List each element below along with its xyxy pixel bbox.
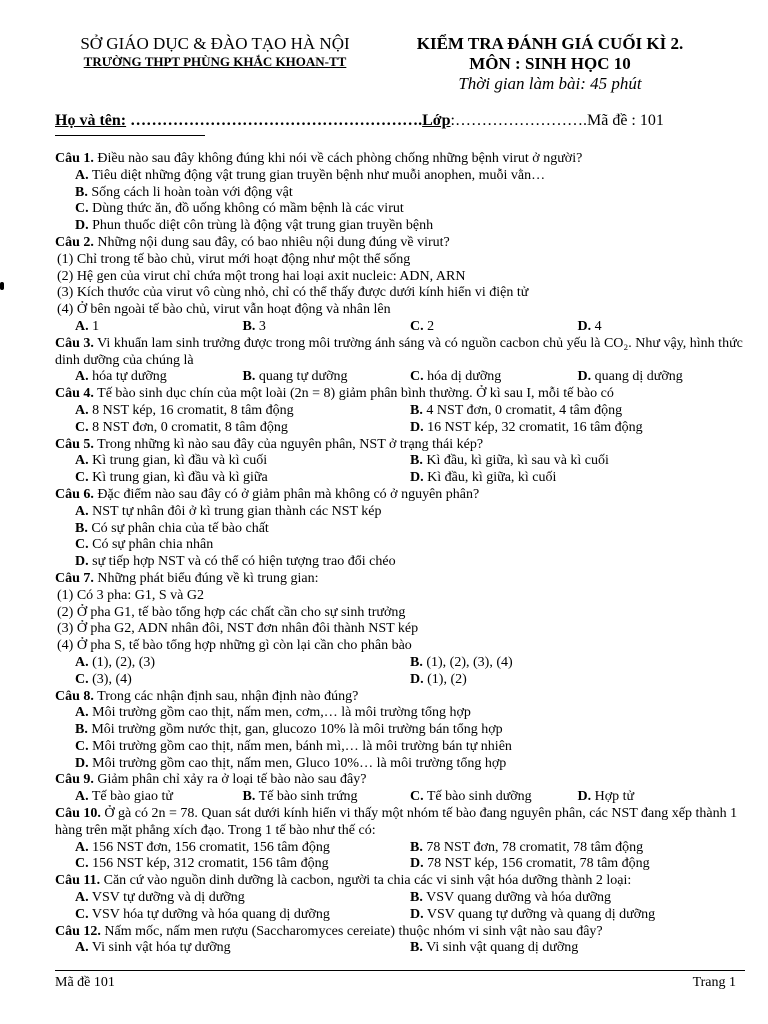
footer-exam-code: Mã đề 101: [55, 975, 115, 990]
option-text: 2: [423, 318, 435, 334]
statement-item: (1) Có 3 pha: G1, S và G2: [57, 587, 204, 603]
option-text: (3), (4): [88, 671, 132, 687]
statement-item: (2) Ở pha G1, tế bào tổng hợp các chất cần cho sự sinh trưởng: [57, 604, 406, 620]
answer-option: [410, 856, 745, 873]
answer-option: [75, 907, 410, 924]
answer-option: [75, 453, 410, 470]
option-text: quang dị dưỡng: [591, 369, 683, 385]
option-letter: D.: [75, 755, 89, 771]
option-text: 78 NST đơn, 78 cromatit, 78 tâm động: [422, 839, 644, 855]
question-stem: [55, 386, 745, 403]
question-text: Trong các nhận định sau, nhận định nào đúng?: [93, 688, 359, 704]
option-text: VSV hóa tự dưỡng và hóa quang dị dưỡng: [88, 906, 330, 922]
exam-code: Mã đề : 101: [587, 112, 664, 129]
option-letter: D.: [75, 554, 89, 570]
class-label: Lớp: [422, 112, 451, 129]
option-text: VSV quang tự dưỡng và quang dị dưỡng: [423, 906, 656, 922]
option-text: Môi trường gồm nước thịt, gan, glucozo 10% là môi trường bán tổng hợp: [87, 722, 503, 738]
answer-option: [75, 470, 410, 487]
options-row: [55, 655, 745, 672]
question-number: Câu 12.: [55, 923, 101, 939]
footer-divider: [55, 970, 745, 971]
option-letter: C.: [75, 470, 89, 486]
statement-item: (4) Ở bên ngoài tế bào chủ, virut vẫn hoạt động và nhân lên: [57, 302, 391, 318]
margin-mark: [0, 282, 4, 290]
answer-option: [410, 789, 578, 806]
question-text: Tế bào sinh dục chín của một loài (2n = 8) giảm phân bình thường. Ở kì sau I, mỗi tế bào có: [93, 386, 614, 402]
option-text: Hợp tử: [591, 789, 635, 805]
options-row: [55, 403, 745, 420]
answer-option: [55, 504, 745, 521]
option-letter: D.: [577, 789, 592, 805]
answer-option: [75, 319, 243, 336]
options-row: [55, 940, 745, 957]
question-text: Những nội dung sau đây, có bao nhiêu nội dung đúng về virut?: [93, 234, 450, 250]
option-letter: B.: [410, 839, 423, 855]
answer-option: [410, 907, 745, 924]
option-text: 8 NST kép, 16 cromatit, 8 tâm động: [88, 402, 294, 418]
question-number: Câu 4.: [55, 386, 94, 402]
option-letter: C.: [75, 537, 89, 553]
question-stem: [55, 151, 745, 168]
question-text: Giảm phân chỉ xảy ra ở loại tế bào nào sau đây?: [93, 772, 367, 788]
question-stem: [55, 689, 745, 706]
question-stem: [55, 235, 745, 252]
answer-option: [55, 537, 745, 554]
question-stem: [55, 487, 745, 504]
options-row: [55, 907, 745, 924]
option-letter: C.: [75, 738, 89, 754]
answer-option: [75, 890, 410, 907]
option-text: 78 NST kép, 156 cromatit, 78 tâm động: [423, 856, 650, 872]
option-letter: D.: [577, 318, 592, 334]
option-text: Kì trung gian, kì đầu và kì giữa: [88, 470, 268, 486]
header-divider: [55, 135, 205, 136]
question-stem: [55, 437, 745, 454]
answer-option: [55, 168, 745, 185]
answer-option: [410, 453, 745, 470]
question-stem: [55, 924, 745, 941]
answer-option: [75, 856, 410, 873]
options-row: [55, 840, 745, 857]
statement-item: (3) Kích thước của virut vô cùng nhỏ, chỉ có thể thấy được dưới kính hiển vi điện tử: [57, 285, 529, 301]
question-stem: [55, 571, 745, 588]
option-letter: D.: [75, 218, 89, 234]
options-row: [55, 470, 745, 487]
answer-option: [55, 705, 745, 722]
option-text: Kì trung gian, kì đầu và kì cuối: [88, 453, 268, 469]
option-text: Môi trường gồm cao thịt, nấm men, cơm,… là môi trường tổng hợp: [88, 705, 471, 721]
option-letter: C.: [75, 856, 89, 872]
answer-option: [55, 185, 745, 202]
student-info-line: [55, 112, 730, 130]
option-letter: B.: [410, 453, 423, 469]
answer-option: [75, 840, 410, 857]
option-text: Phun thuốc diệt côn trùng là động vật trung gian truyền bệnh: [88, 218, 434, 234]
option-letter: C.: [75, 671, 89, 687]
option-text: 156 NST đơn, 156 cromatit, 156 tâm động: [88, 839, 330, 855]
option-text: Kì đầu, kì giữa, kì cuối: [423, 470, 557, 486]
statement-item: (4) Ở pha S, tế bào tổng hợp những gì còn lại cần cho phân bào: [57, 638, 412, 654]
option-letter: D.: [410, 419, 424, 435]
option-letter: D.: [410, 856, 424, 872]
option-letter: C.: [410, 318, 424, 334]
answer-option: [55, 554, 745, 571]
answer-option: [410, 840, 745, 857]
answer-option: [55, 756, 745, 773]
option-text: (1), (2): [423, 671, 467, 687]
options-row: [55, 453, 745, 470]
option-letter: A.: [75, 839, 89, 855]
option-text: quang tự dưỡng: [255, 369, 348, 385]
option-letter: B.: [75, 520, 88, 536]
answer-option: [410, 420, 745, 437]
answer-option: [75, 369, 243, 386]
name-label: Họ và tên:: [55, 112, 127, 129]
question-text: Điều nào sau đây không đúng khi nói về cách phòng chống những bệnh virut ở người?: [93, 151, 583, 166]
answer-option: [75, 940, 410, 957]
answer-option: [75, 403, 410, 420]
option-letter: B.: [75, 722, 88, 738]
question-number: Câu 10.: [55, 806, 101, 822]
options-row: [55, 856, 745, 873]
question-text: Căn cứ vào nguồn dinh dưỡng là cacbon, người ta chia các vi sinh vật hóa dưỡng thành 2 loại:: [100, 873, 632, 889]
answer-option: [410, 470, 745, 487]
option-letter: A.: [75, 940, 89, 956]
option-text: 1: [88, 318, 100, 334]
option-text: Sống cách li hoàn toàn với động vật: [87, 184, 293, 200]
option-text: (1), (2), (3): [88, 654, 156, 670]
option-letter: B.: [410, 940, 423, 956]
answer-option: [578, 319, 746, 336]
question-number: Câu 5.: [55, 436, 94, 452]
option-letter: A.: [75, 705, 89, 721]
statement-item: (1) Chỉ trong tế bào chủ, virut mới hoạt động như một thể sống: [57, 251, 411, 267]
header-left: [55, 34, 375, 70]
question-number: Câu 8.: [55, 688, 94, 704]
question-number: Câu 6.: [55, 486, 94, 502]
answer-option: [410, 890, 745, 907]
option-letter: A.: [75, 789, 89, 805]
question-stem: [55, 772, 745, 789]
option-letter: B.: [242, 789, 256, 805]
subject-title: MÔN : SINH HỌC 10: [469, 54, 631, 73]
option-text: sự tiếp hợp NST và có thể có hiện tượng trao đổi chéo: [88, 554, 396, 570]
answer-option: [75, 420, 410, 437]
question-text: Vi khuẩn lam sinh trưởng được trong môi trường ánh sáng và có nguồn cacbon chủ yếu là CO₂. Như vậy, hình thức dinh dưỡng của chúng là: [55, 335, 743, 368]
option-letter: B.: [410, 402, 423, 418]
option-letter: A.: [75, 503, 89, 519]
question-number: Câu 7.: [55, 570, 94, 586]
option-text: Tế bào sinh trứng: [255, 789, 358, 805]
options-row: [55, 319, 745, 336]
question-number: Câu 11.: [55, 873, 101, 889]
question-stem: [55, 873, 745, 890]
statement-item: (2) Hệ gen của virut chỉ chứa một trong hai loại axit nucleic: ADN, ARN: [57, 268, 466, 284]
answer-option: [75, 672, 410, 689]
department-name: SỞ GIÁO DỤC & ĐÀO TẠO HÀ NỘI: [80, 34, 350, 53]
question-number: Câu 9.: [55, 772, 94, 788]
footer-page-number: Trang 1: [692, 975, 736, 990]
option-text: 8 NST đơn, 0 cromatit, 8 tâm động: [88, 419, 288, 435]
option-text: Dùng thức ăn, đồ uống không có mầm bệnh là các virut: [88, 201, 404, 217]
question-stem: [55, 336, 745, 370]
options-row: [55, 789, 745, 806]
answer-option: [410, 940, 745, 957]
option-letter: B.: [242, 318, 256, 334]
question-stem: [55, 806, 745, 840]
options-row: [55, 672, 745, 689]
statement-item: (3) Ở pha G2, ADN nhân đôi, NST đơn nhân đôi thành NST kép: [57, 621, 419, 637]
option-text: VSV tự dưỡng và dị dưỡng: [88, 890, 245, 906]
option-text: 3: [255, 318, 266, 334]
option-letter: A.: [75, 402, 89, 418]
question-text: Ở gà có 2n = 78. Quan sát dưới kính hiển vi thấy một nhóm tế bào đang nguyên phân, các NST đang xếp thành 1 hàng trên mặt phẳng xích đạo. Trong 1 tế bào như thế có:: [55, 806, 738, 838]
question-text: Đặc điểm nào sau đây có ở giảm phân mà không có ở nguyên phân?: [93, 486, 480, 502]
answer-option: [578, 789, 746, 806]
option-text: Môi trường gồm cao thịt, nấm men, Gluco 10%… là môi trường tổng hợp: [88, 755, 507, 771]
option-letter: A.: [75, 318, 89, 334]
class-blank: :…………………….: [450, 112, 587, 129]
question-text: Nấm mốc, nấm men rượu (Saccharomyces cereiate) thuộc nhóm vi sinh vật nào sau đây?: [100, 923, 603, 939]
option-letter: C.: [410, 369, 424, 385]
answer-option: [243, 369, 411, 386]
option-letter: B.: [410, 654, 423, 670]
answer-option: [75, 789, 243, 806]
option-text: hóa tự dưỡng: [88, 369, 167, 385]
option-letter: C.: [410, 789, 424, 805]
option-letter: A.: [75, 369, 89, 385]
option-letter: B.: [242, 369, 256, 385]
option-letter: D.: [410, 906, 424, 922]
answer-option: [410, 369, 578, 386]
option-letter: B.: [410, 890, 423, 906]
option-text: (1), (2), (3), (4): [422, 654, 513, 670]
option-letter: C.: [75, 419, 89, 435]
question-number: Câu 2.: [55, 234, 94, 250]
option-text: 4: [591, 318, 602, 334]
answer-option: [410, 672, 745, 689]
exam-title: KIỂM TRA ĐÁNH GIÁ CUỐI KÌ 2.: [416, 34, 684, 53]
answer-option: [578, 369, 746, 386]
exam-duration: Thời gian làm bài: 45 phút: [458, 74, 642, 93]
option-text: Kì đầu, kì giữa, kì sau và kì cuối: [422, 453, 609, 469]
answer-option: [55, 722, 745, 739]
option-text: Vi sinh vật quang dị dưỡng: [422, 940, 579, 956]
answer-option: [410, 403, 745, 420]
option-text: hóa dị dưỡng: [423, 369, 502, 385]
answer-option: [410, 655, 745, 672]
answer-option: [243, 319, 411, 336]
question-number: Câu 3.: [55, 335, 94, 351]
option-text: Có sự phân chia của tế bào chất: [87, 520, 269, 536]
options-row: [55, 420, 745, 437]
options-row: [55, 369, 745, 386]
question-text: Trong những kì nào sau đây của nguyên phân, NST ở trạng thái kép?: [93, 436, 484, 452]
answer-option: [55, 739, 745, 756]
answer-option: [55, 218, 745, 235]
option-text: NST tự nhân đôi ở kì trung gian thành các NST kép: [88, 503, 382, 519]
option-letter: C.: [75, 906, 89, 922]
question-list: [55, 151, 745, 957]
answer-option: [410, 319, 578, 336]
option-letter: A.: [75, 167, 89, 183]
option-letter: C.: [75, 201, 89, 217]
option-text: 156 NST kép, 312 cromatit, 156 tâm động: [88, 856, 329, 872]
option-text: 16 NST kép, 32 cromatit, 16 tâm động: [423, 419, 643, 435]
option-text: Tế bào giao tử: [88, 789, 173, 805]
option-text: Vi sinh vật hóa tự dưỡng: [88, 940, 231, 956]
option-text: 4 NST đơn, 0 cromatit, 4 tâm động: [422, 402, 623, 418]
option-letter: D.: [410, 470, 424, 486]
option-letter: D.: [577, 369, 592, 385]
option-letter: B.: [75, 184, 88, 200]
option-letter: A.: [75, 654, 89, 670]
option-letter: A.: [75, 453, 89, 469]
answer-option: [55, 201, 745, 218]
answer-option: [243, 789, 411, 806]
school-name: TRƯỜNG THPT PHÙNG KHẮC KHOAN-TT: [83, 54, 347, 69]
options-row: [55, 890, 745, 907]
option-text: Có sự phân chia nhân: [88, 537, 214, 553]
answer-option: [55, 521, 745, 538]
option-text: VSV quang dưỡng và hóa dưỡng: [422, 890, 611, 906]
question-number: Câu 1.: [55, 151, 94, 166]
option-letter: D.: [410, 671, 424, 687]
option-letter: A.: [75, 890, 89, 906]
answer-option: [75, 655, 410, 672]
option-text: Môi trường gồm cao thịt, nấm men, bánh mì,… là môi trường bán tự nhiên: [88, 738, 512, 754]
option-text: Tiêu diệt những động vật trung gian truyền bệnh như muỗi anophen, muỗi vằn…: [88, 167, 546, 183]
name-blank: ……………………………………………….: [126, 112, 423, 129]
option-text: Tế bào sinh dưỡng: [423, 789, 532, 805]
header-right: [395, 34, 705, 94]
question-text: Những phát biểu đúng về kì trung gian:: [93, 570, 319, 586]
